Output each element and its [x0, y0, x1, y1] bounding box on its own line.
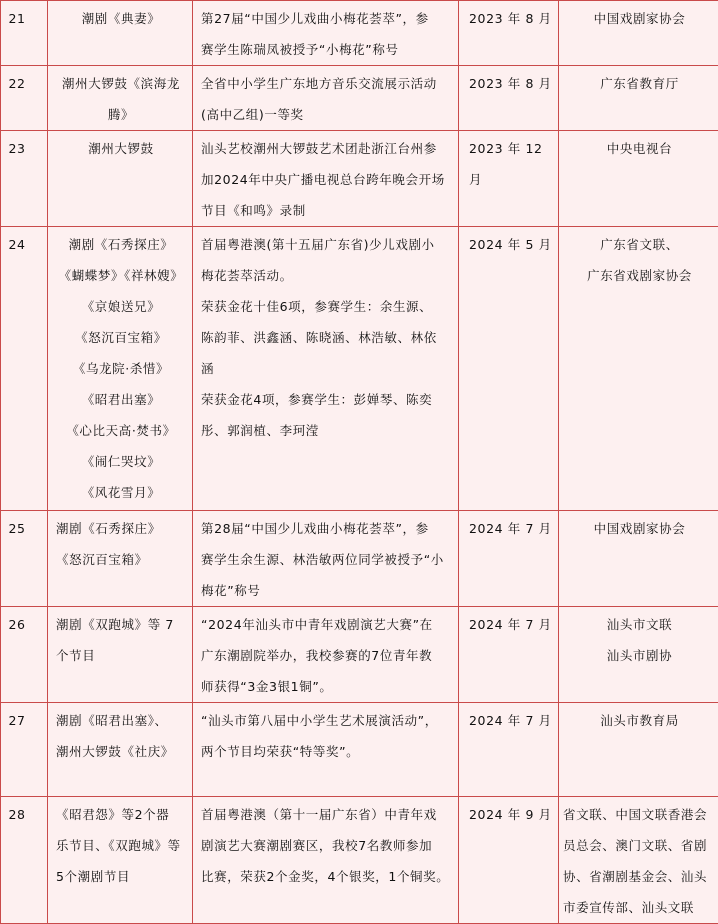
program-cell: 《昭君怨》等2个器 乐节目、《双跑城》等 5个潮剧节目 — [48, 797, 193, 924]
description-cell: 全省中小学生广东地方音乐交流展示活动 (高中乙组)一等奖 — [193, 66, 459, 131]
row-number: 22 — [1, 66, 48, 131]
row-number: 26 — [1, 607, 48, 703]
program-cell: 潮剧《石秀探庄》 《蝴蝶梦》《祥林嫂》 《京娘送兄》 《怒沉百宝箱》 《乌龙院·杀惜》 《昭君出塞》 《心比天高·焚书》 《闹仁哭坟》 《风花雪月》 — [48, 227, 193, 511]
table-row — [1, 607, 718, 703]
organizer-cell: 汕头市教育局 — [559, 703, 718, 797]
row-number: 21 — [1, 1, 48, 66]
organizer-cell: 中国戏剧家协会 — [559, 511, 718, 607]
description-cell: 第27届“中国少儿戏曲小梅花荟萃”，参 赛学生陈瑞凤被授予“小梅花”称号 — [193, 1, 459, 66]
date-cell: 2023 年 8 月 — [459, 66, 559, 131]
program-cell: 潮剧《昭君出塞》、 潮州大锣鼓《社庆》 — [48, 703, 193, 797]
description-cell: 首届粤港澳(第十五届广东省)少儿戏剧小 梅花荟萃活动。 荣获金花十佳6项，参赛学生：余生源、 陈韵菲、洪鑫涵、陈晓涵、林浩敏、林依 涵 荣获金花4项，参赛学生：彭婵琴、陈奕 彤、郭润植、李珂滢 — [193, 227, 459, 511]
description-cell: “2024年汕头市中青年戏剧演艺大赛”在 广东潮剧院举办，我校参赛的7位青年教 师获得“3金3银1铜”。 — [193, 607, 459, 703]
table-row — [1, 1, 718, 66]
table-row — [1, 703, 718, 797]
row-number: 28 — [1, 797, 48, 924]
program-cell: 潮州大锣鼓 — [48, 131, 193, 227]
organizer-cell: 中央电视台 — [559, 131, 718, 227]
program-cell: 潮剧《双跑城》等 7 个节目 — [48, 607, 193, 703]
program-cell: 潮剧《典妻》 — [48, 1, 193, 66]
table-row — [1, 227, 718, 511]
description-cell: 汕头艺校潮州大锣鼓艺术团赴浙江台州参 加2024年中央广播电视总台跨年晚会开场 节目《和鸣》录制 — [193, 131, 459, 227]
date-cell: 2023 年 8 月 — [459, 1, 559, 66]
table-row — [1, 797, 718, 924]
row-number: 27 — [1, 703, 48, 797]
row-number: 24 — [1, 227, 48, 511]
description-cell: 首届粤港澳（第十一届广东省）中青年戏 剧演艺大赛潮剧赛区，我校7名教师参加 比赛，荣获2个金奖，4个银奖，1个铜奖。 — [193, 797, 459, 924]
date-cell: 2024 年 7 月 — [459, 607, 559, 703]
organizer-cell: 广东省文联、 广东省戏剧家协会 — [559, 227, 718, 511]
program-cell: 潮剧《石秀探庄》 《怒沉百宝箱》 — [48, 511, 193, 607]
table-row — [1, 131, 718, 227]
organizer-cell: 汕头市文联 汕头市剧协 — [559, 607, 718, 703]
table-row — [1, 66, 718, 131]
description-cell: 第28届“中国少儿戏曲小梅花荟萃”，参 赛学生余生源、林浩敏两位同学被授予“小 梅花”称号 — [193, 511, 459, 607]
organizer-cell: 广东省教育厅 — [559, 66, 718, 131]
organizer-cell: 中国戏剧家协会 — [559, 1, 718, 66]
table-row — [1, 511, 718, 607]
program-cell: 潮州大锣鼓《滨海龙 腾》 — [48, 66, 193, 131]
row-number: 23 — [1, 131, 48, 227]
date-cell: 2024 年 7 月 — [459, 511, 559, 607]
description-cell: “汕头市第八届中小学生艺术展演活动”， 两个节目均荣获“特等奖”。 — [193, 703, 459, 797]
date-cell: 2023 年 12 月 — [459, 131, 559, 227]
date-cell: 2024 年 7 月 — [459, 703, 559, 797]
date-cell: 2024 年 9 月 — [459, 797, 559, 924]
row-number: 25 — [1, 511, 48, 607]
date-cell: 2024 年 5 月 — [459, 227, 559, 511]
organizer-cell: 省文联、中国文联香港会 员总会、澳门文联、省剧 协、省潮剧基金会、汕头 市委宣传部、汕头文联 — [559, 797, 718, 924]
